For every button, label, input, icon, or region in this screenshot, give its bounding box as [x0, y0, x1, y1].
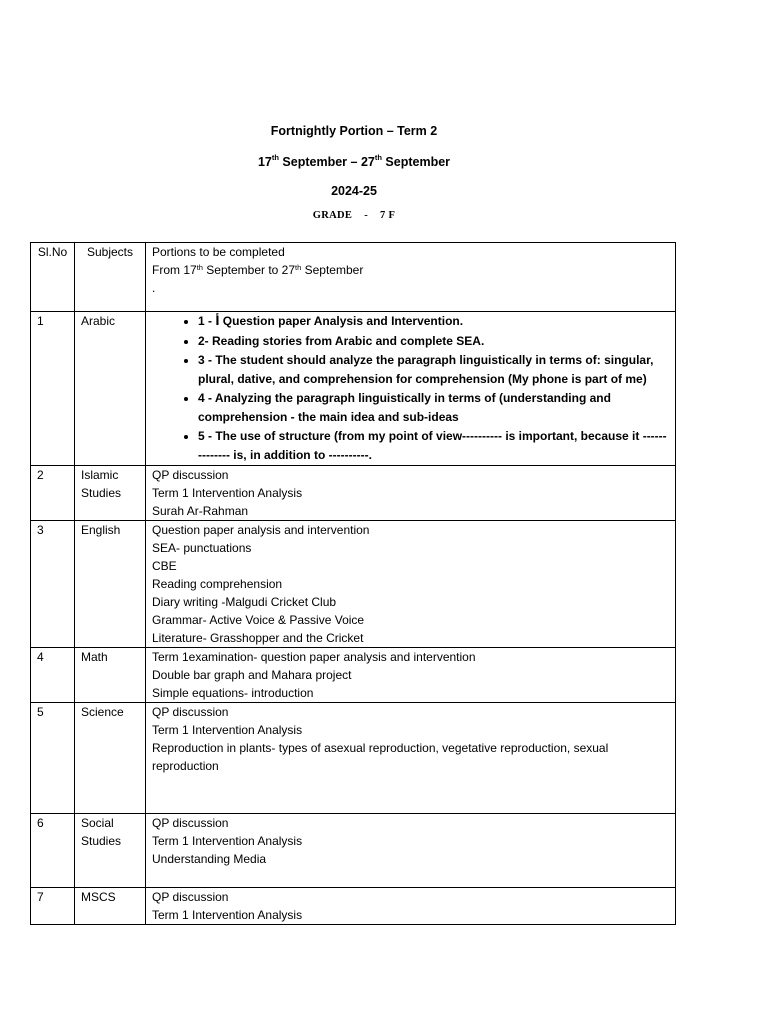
portion-line: SEA- punctuations: [152, 541, 252, 555]
grade-value: 7 F: [380, 210, 396, 221]
portion-line: Term 1 Intervention Analysis: [152, 834, 303, 848]
row-portions: [146, 703, 676, 814]
header-subjects: Subjects: [75, 243, 146, 312]
portion-line: QP discussion: [152, 468, 229, 482]
table-row: [31, 521, 676, 648]
row-portions: [146, 814, 676, 888]
date-start-sup: th: [271, 153, 279, 162]
row-portions: [146, 521, 676, 648]
portions-table: [30, 242, 676, 925]
list-item: • 1 - أ Question paper Analysis and Intervention.: [198, 312, 669, 331]
row-number: 2: [31, 466, 75, 521]
portion-line: Double bar graph and Mahara project: [152, 668, 352, 682]
table-row: [31, 814, 676, 888]
grade-dash: -: [364, 210, 368, 221]
row-subject: Social Studies: [75, 814, 146, 888]
row-subject: Math: [75, 648, 146, 703]
row-subject: English: [75, 521, 146, 648]
portion-line: QP discussion: [152, 816, 229, 830]
header-from-sup2: th: [295, 263, 302, 272]
grade-label: GRADE: [312, 210, 353, 221]
portion-line: Term 1examination- question paper analysis and intervention: [152, 650, 476, 664]
header-portions-line3: .: [152, 281, 156, 295]
portion-line: Simple equations- introduction: [152, 686, 314, 700]
list-item: • 4 - Analyzing the paragraph linguistically in terms of (understanding and comprehension - the main idea and sub-ideas: [198, 389, 669, 426]
header-from-prefix: From 17: [152, 263, 197, 277]
portion-line: QP discussion: [152, 705, 229, 719]
portion-line: Question paper analysis and intervention: [152, 523, 370, 537]
row-number: 5: [31, 703, 75, 814]
header-from-sup1: th: [196, 263, 203, 272]
row-subject: MSCS: [75, 888, 146, 925]
table-row: [31, 466, 676, 521]
header-portions: [146, 243, 676, 312]
row-number: 6: [31, 814, 75, 888]
list-item: • 5 - The use of structure (from my point of view---------- is important, because it -------------- is, in addition to ----------.: [198, 427, 669, 464]
portion-line: Understanding Media: [152, 852, 267, 866]
list-item: • 3 - The student should analyze the paragraph linguistically in terms of: singular, plural, dative, and comprehension for comprehension (My phone is part of me): [198, 351, 669, 388]
table-header-row: [31, 243, 676, 312]
date-end-month: September: [381, 155, 451, 169]
portion-line: CBE: [152, 559, 177, 573]
arabic-bullet-list: [152, 312, 669, 464]
academic-year: 2024-25: [331, 184, 377, 198]
date-start-month: September –: [278, 155, 361, 169]
table-row: [31, 648, 676, 703]
portion-line: Term 1 Intervention Analysis: [152, 908, 303, 922]
row-subject: Islamic Studies: [75, 466, 146, 521]
portion-line: Surah Ar-Rahman: [152, 504, 249, 518]
row-portions: [146, 888, 676, 925]
date-end-sup: th: [374, 153, 382, 162]
portion-line: Term 1 Intervention Analysis: [152, 723, 303, 737]
row-portions: [146, 312, 676, 466]
header-from-suffix: September: [301, 263, 364, 277]
document-title: Fortnightly Portion – Term 2: [270, 124, 438, 138]
header-portions-line2: [152, 261, 669, 279]
portion-line: Reading comprehension: [152, 577, 283, 591]
header-portions-line1: Portions to be completed: [152, 245, 285, 259]
row-subject: Arabic: [75, 312, 146, 466]
grade-line: [0, 210, 708, 221]
portion-line: Grammar- Active Voice & Passive Voice: [152, 613, 365, 627]
portion-line: Reproduction in plants- types of asexual reproduction, vegetative reproduction, sexual reproduction: [152, 741, 609, 773]
row-portions: [146, 648, 676, 703]
header-slno: Sl.No: [31, 243, 75, 312]
date-start-day: 17: [257, 155, 272, 169]
list-item: • 2- Reading stories from Arabic and complete SEA.: [198, 332, 669, 351]
row-subject: Science: [75, 703, 146, 814]
table-row: [31, 312, 676, 466]
date-end-day: 27: [360, 155, 375, 169]
portion-line: QP discussion: [152, 890, 229, 904]
portion-line: Literature- Grasshopper and the Cricket: [152, 631, 364, 645]
row-number: 1: [31, 312, 75, 466]
portion-line: Term 1 Intervention Analysis: [152, 486, 303, 500]
row-number: 4: [31, 648, 75, 703]
header-from-mid: September to 27: [202, 263, 296, 277]
row-portions: [146, 466, 676, 521]
row-number: 3: [31, 521, 75, 648]
row-number: 7: [31, 888, 75, 925]
table-row: [31, 703, 676, 814]
portion-line: Diary writing -Malgudi Cricket Club: [152, 595, 337, 609]
table-row: [31, 888, 676, 925]
date-range: [0, 155, 708, 169]
